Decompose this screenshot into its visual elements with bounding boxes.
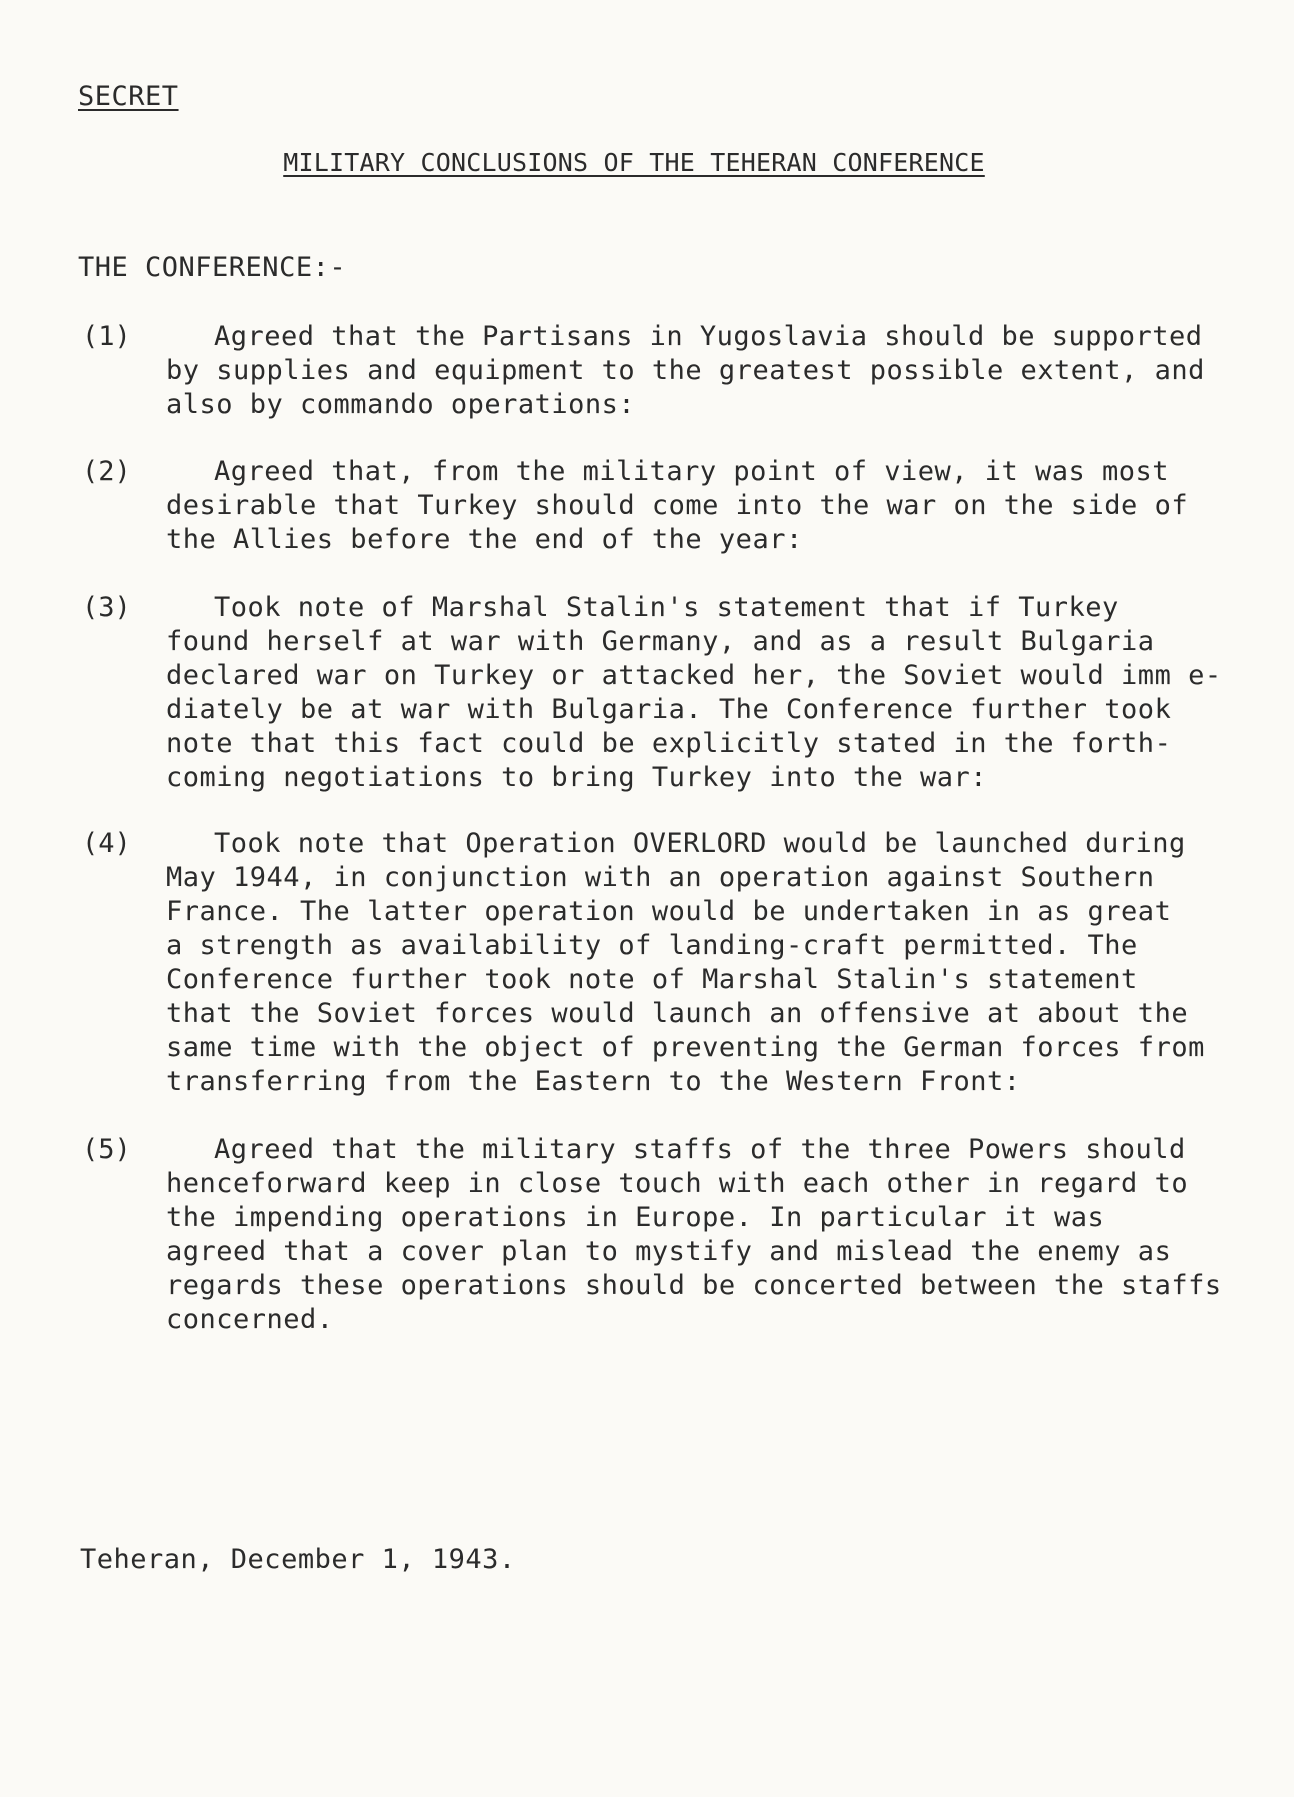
item-number: (5): [82, 1134, 131, 1165]
document-title: MILITARY CONCLUSIONS OF THE TEHERAN CONFERENCE: [283, 148, 985, 177]
item-line: diately be at war with Bulgaria. The Conference further took: [166, 694, 1172, 725]
item-line: desirable that Turkey should come into the war on the side of: [166, 490, 1189, 521]
item-line: henceforward keep in close touch with each other in regard to: [166, 1168, 1189, 1199]
item-line: note that this fact could be explicitly stated in the forth-: [166, 728, 1172, 759]
place-date-line: Teheran, December 1, 1943.: [80, 1544, 516, 1575]
item-line: a strength as availability of landing-craft permitted. The: [166, 930, 1138, 961]
item-number: (2): [82, 456, 131, 487]
conference-heading: THE CONFERENCE:-: [78, 252, 347, 283]
item-line: Took note that Operation OVERLORD would be launched during: [214, 828, 1186, 859]
item-line: Agreed that the military staffs of the three Powers should: [214, 1134, 1186, 1165]
item-number: (3): [82, 592, 131, 623]
item-line: that the Soviet forces would launch an offensive at about the: [166, 998, 1189, 1029]
item-line: regards these operations should be concerted between the staffs: [166, 1270, 1222, 1301]
item-line: same time with the object of preventing the German forces from: [166, 1032, 1205, 1063]
item-line: by supplies and equipment to the greatest possible extent, and: [166, 355, 1205, 386]
item-line: the Allies before the end of the year:: [166, 524, 803, 555]
item-text: [166, 1133, 1236, 1337]
item-line: Agreed that the Partisans in Yugoslavia should be supported: [214, 321, 1203, 352]
item-line: also by commando operations:: [166, 389, 636, 420]
item-line: found herself at war with Germany, and as a result Bulgaria: [166, 626, 1155, 657]
classification-label: SECRET: [78, 81, 179, 112]
item-line: May 1944, in conjunction with an operation against Southern: [166, 862, 1155, 893]
item-line: the impending operations in Europe. In particular it was: [166, 1202, 1105, 1233]
item-text: [166, 827, 1236, 1099]
item-line: coming negotiations to bring Turkey into the war:: [166, 762, 988, 793]
item-line: France. The latter operation would be undertaken in as great: [166, 896, 1172, 927]
item-text: [166, 320, 1236, 422]
item-line: Agreed that, from the military point of view, it was most: [214, 456, 1170, 487]
item-line: Conference further took note of Marshal Stalin's statement: [166, 964, 1138, 995]
item-line: Took note of Marshal Stalin's statement that if Turkey: [214, 592, 1119, 623]
item-line: declared war on Turkey or attacked her, the Soviet would imm e-: [166, 660, 1222, 691]
item-line: agreed that a cover plan to mystify and mislead the enemy as: [166, 1236, 1172, 1267]
item-number: (1): [82, 321, 131, 352]
item-number: (4): [82, 828, 131, 859]
item-line: transferring from the Eastern to the Western Front:: [166, 1066, 1021, 1097]
item-text: [166, 591, 1236, 795]
item-text: [166, 455, 1236, 557]
item-line: concerned.: [166, 1304, 334, 1335]
